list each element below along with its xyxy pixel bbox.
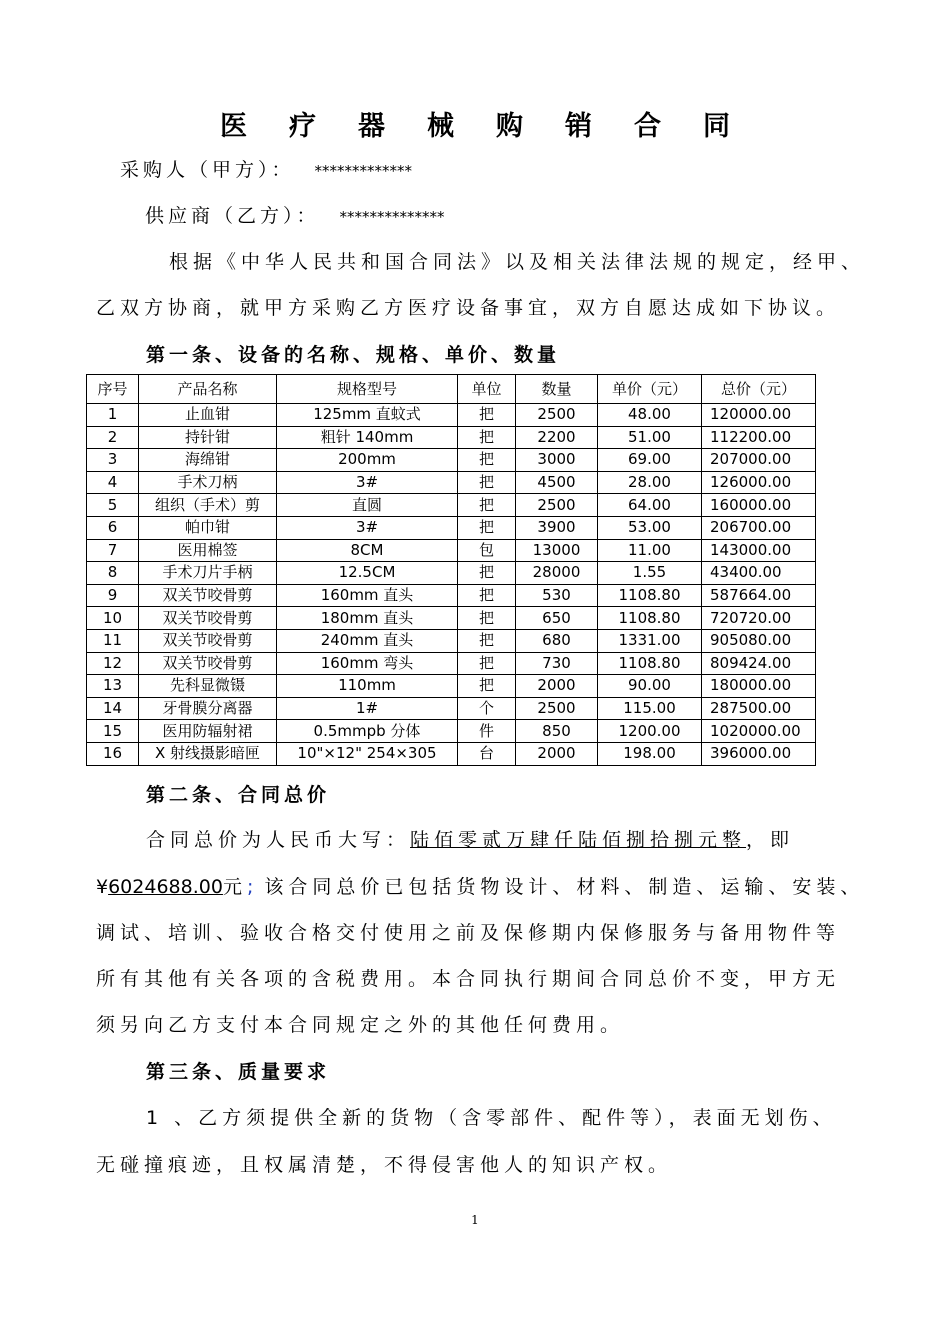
table-cell: 2200 — [516, 426, 598, 449]
table-row — [87, 426, 816, 449]
total-price-line-2: ¥6024688.00元; 该合同总价已包括货物设计、材料、制造、运输、安装、 — [96, 876, 865, 898]
table-cell: 1108.80 — [598, 584, 702, 607]
table-cell: X 射线摄影暗匣 — [139, 742, 277, 765]
table-row — [87, 516, 816, 539]
table-cell: 手术刀片手柄 — [139, 562, 277, 585]
table-cell: 126000.00 — [702, 471, 816, 494]
table-cell: 个 — [458, 697, 516, 720]
table-header-cell: 单价（元） — [598, 375, 702, 404]
table-cell: 先科显微镊 — [139, 675, 277, 698]
table-cell: 4500 — [516, 471, 598, 494]
table-cell: 7 — [87, 539, 139, 562]
supplier-value: ************** — [339, 208, 445, 226]
table-row — [87, 539, 816, 562]
table-cell: 2500 — [516, 404, 598, 427]
table-row — [87, 404, 816, 427]
table-cell: 3# — [277, 516, 458, 539]
table-cell: 手术刀柄 — [139, 471, 277, 494]
table-cell: 双关节咬骨剪 — [139, 584, 277, 607]
equipment-table — [86, 374, 816, 766]
table-cell: 2 — [87, 426, 139, 449]
table-cell: 10 — [87, 607, 139, 630]
intro-line-1: 根据《中华人民共和国合同法》以及相关法律法规的规定，经甲、 — [169, 251, 866, 273]
table-cell: 把 — [458, 449, 516, 472]
table-cell: 9 — [87, 584, 139, 607]
table-cell: 110mm — [277, 675, 458, 698]
table-cell: 2000 — [516, 742, 598, 765]
table-cell: 10"×12" 254×305 — [277, 742, 458, 765]
table-cell: 2000 — [516, 675, 598, 698]
buyer-value: ************* — [314, 162, 413, 180]
table-cell: 112200.00 — [702, 426, 816, 449]
table-cell: 28.00 — [598, 471, 702, 494]
table-cell: 587664.00 — [702, 584, 816, 607]
table-cell: 1 — [87, 404, 139, 427]
table-header-cell: 产品名称 — [139, 375, 277, 404]
table-cell: 180mm 直头 — [277, 607, 458, 630]
supplier-label: 供应商（乙方）： — [145, 205, 320, 227]
table-cell: 把 — [458, 516, 516, 539]
table-cell: 8CM — [277, 539, 458, 562]
table-row — [87, 584, 816, 607]
table-cell: 530 — [516, 584, 598, 607]
table-cell: 4 — [87, 471, 139, 494]
table-cell: 650 — [516, 607, 598, 630]
table-row — [87, 652, 816, 675]
total-price-line-3: 调试、培训、验收合格交付使用之前及保修期内保修服务与备用物件等 — [96, 922, 841, 944]
table-cell: 1# — [277, 697, 458, 720]
total-price-line-5: 须另向乙方支付本合同规定之外的其他任何费用。 — [96, 1014, 625, 1036]
table-cell: 48.00 — [598, 404, 702, 427]
table-cell: 43400.00 — [702, 562, 816, 585]
quality-line-2: 无碰撞痕迹，且权属清楚，不得侵害他人的知识产权。 — [96, 1154, 673, 1176]
table-cell: 115.00 — [598, 697, 702, 720]
table-header-cell: 单位 — [458, 375, 516, 404]
table-cell: 14 — [87, 697, 139, 720]
table-header-row — [87, 375, 816, 404]
table-header-cell: 数量 — [516, 375, 598, 404]
table-cell: 把 — [458, 404, 516, 427]
table-cell: 3900 — [516, 516, 598, 539]
table-cell: 0.5mmpb 分体 — [277, 720, 458, 743]
table-cell: 12.5CM — [277, 562, 458, 585]
table-cell: 医用防辐射裙 — [139, 720, 277, 743]
table-cell: 850 — [516, 720, 598, 743]
table-cell: 把 — [458, 652, 516, 675]
table-row — [87, 449, 816, 472]
table-cell: 粗针 140mm — [277, 426, 458, 449]
article1-heading: 第一条、设备的名称、规格、单价、数量 — [146, 344, 561, 366]
table-cell: 198.00 — [598, 742, 702, 765]
table-row — [87, 562, 816, 585]
table-cell: 160mm 弯头 — [277, 652, 458, 675]
table-cell: 180000.00 — [702, 675, 816, 698]
table-header-cell: 规格型号 — [277, 375, 458, 404]
intro-line-2: 乙双方协商，就甲方采购乙方医疗设备事宜，双方自愿达成如下协议。 — [96, 297, 841, 319]
table-cell: 240mm 直头 — [277, 629, 458, 652]
table-cell: 13000 — [516, 539, 598, 562]
contract-title: 医 疗 器 械 购 销 合 同 — [220, 111, 730, 142]
table-cell: 16 — [87, 742, 139, 765]
table-cell: 2500 — [516, 494, 598, 517]
table-cell: 160mm 直头 — [277, 584, 458, 607]
table-cell: 143000.00 — [702, 539, 816, 562]
table-cell: 207000.00 — [702, 449, 816, 472]
table-cell: 160000.00 — [702, 494, 816, 517]
table-cell: 持针钳 — [139, 426, 277, 449]
quality-line-1: 1 、乙方须提供全新的货物（含零部件、配件等），表面无划伤、 — [146, 1107, 837, 1129]
table-row — [87, 471, 816, 494]
buyer-label: 采购人（甲方）： — [120, 159, 295, 181]
table-cell: 包 — [458, 539, 516, 562]
table-cell: 809424.00 — [702, 652, 816, 675]
table-row — [87, 742, 816, 765]
table-cell: 止血钳 — [139, 404, 277, 427]
table-cell: 2500 — [516, 697, 598, 720]
table-row — [87, 720, 816, 743]
table-cell: 把 — [458, 584, 516, 607]
table-cell: 把 — [458, 562, 516, 585]
supplier-line — [145, 201, 445, 228]
table-header-cell: 序号 — [87, 375, 139, 404]
table-cell: 把 — [458, 629, 516, 652]
table-cell: 组织（手术）剪 — [139, 494, 277, 517]
table-cell: 件 — [458, 720, 516, 743]
table-cell: 把 — [458, 471, 516, 494]
table-cell: 200mm — [277, 449, 458, 472]
table-cell: 1331.00 — [598, 629, 702, 652]
table-cell: 双关节咬骨剪 — [139, 629, 277, 652]
table-header-cell: 总价（元） — [702, 375, 816, 404]
page-number: 1 — [471, 1213, 479, 1227]
table-row — [87, 697, 816, 720]
table-cell: 69.00 — [598, 449, 702, 472]
table-cell: 720720.00 — [702, 607, 816, 630]
article2-heading: 第二条、合同总价 — [146, 784, 331, 806]
table-cell: 把 — [458, 675, 516, 698]
table-cell: 28000 — [516, 562, 598, 585]
table-cell: 牙骨膜分离器 — [139, 697, 277, 720]
table-cell: 51.00 — [598, 426, 702, 449]
total-price-line-4: 所有其他有关各项的含税费用。本合同执行期间合同总价不变，甲方无 — [96, 968, 841, 990]
amount-in-words: 陆佰零贰万肆仟陆佰捌拾捌元整 — [410, 829, 747, 851]
table-cell: 海绵钳 — [139, 449, 277, 472]
table-cell: 905080.00 — [702, 629, 816, 652]
table-cell: 3 — [87, 449, 139, 472]
table-cell: 287500.00 — [702, 697, 816, 720]
table-cell: 730 — [516, 652, 598, 675]
table-cell: 120000.00 — [702, 404, 816, 427]
table-cell: 帕巾钳 — [139, 516, 277, 539]
table-cell: 13 — [87, 675, 139, 698]
table-cell: 把 — [458, 494, 516, 517]
table-row — [87, 494, 816, 517]
buyer-line — [120, 155, 412, 182]
table-cell: 1200.00 — [598, 720, 702, 743]
table-cell: 206700.00 — [702, 516, 816, 539]
table-cell: 1108.80 — [598, 607, 702, 630]
table-cell: 396000.00 — [702, 742, 816, 765]
article3-heading: 第三条、质量要求 — [146, 1061, 331, 1083]
table-cell: 680 — [516, 629, 598, 652]
table-cell: 12 — [87, 652, 139, 675]
table-cell: 1.55 — [598, 562, 702, 585]
table-row — [87, 675, 816, 698]
table-row — [87, 607, 816, 630]
table-cell: 医用棉签 — [139, 539, 277, 562]
total-price-line-1: 合同总价为人民币大写：陆佰零贰万肆仟陆佰捌拾捌元整，即 — [146, 829, 795, 851]
table-cell: 把 — [458, 607, 516, 630]
table-cell: 双关节咬骨剪 — [139, 607, 277, 630]
table-cell: 53.00 — [598, 516, 702, 539]
table-cell: 11 — [87, 629, 139, 652]
table-cell: 125mm 直蚊式 — [277, 404, 458, 427]
table-cell: 3000 — [516, 449, 598, 472]
table-cell: 台 — [458, 742, 516, 765]
table-cell: 3# — [277, 471, 458, 494]
table-cell: 直圆 — [277, 494, 458, 517]
amount-number: 6024688.00 — [108, 876, 223, 898]
table-cell: 15 — [87, 720, 139, 743]
table-row — [87, 629, 816, 652]
table-cell: 90.00 — [598, 675, 702, 698]
table-cell: 双关节咬骨剪 — [139, 652, 277, 675]
table-cell: 把 — [458, 426, 516, 449]
table-cell: 6 — [87, 516, 139, 539]
table-cell: 64.00 — [598, 494, 702, 517]
table-cell: 5 — [87, 494, 139, 517]
table-cell: 1108.80 — [598, 652, 702, 675]
table-cell: 1020000.00 — [702, 720, 816, 743]
table-cell: 8 — [87, 562, 139, 585]
table-cell: 11.00 — [598, 539, 702, 562]
